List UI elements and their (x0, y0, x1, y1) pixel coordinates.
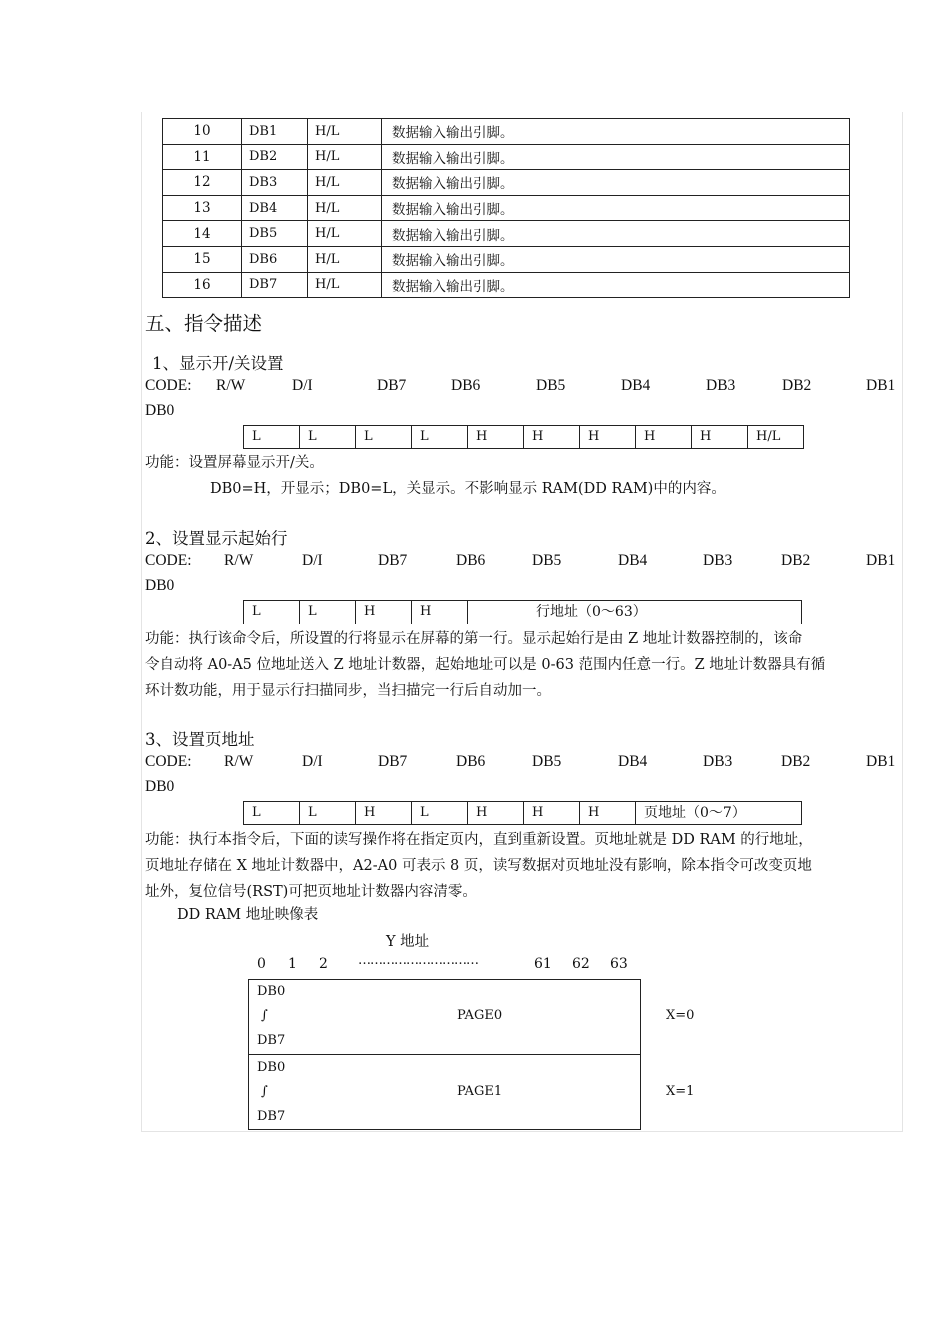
s3-bit-table (243, 801, 802, 825)
page0-integral: ∫ (261, 1008, 268, 1023)
pin-name: DB2 (242, 144, 308, 170)
ram-map (248, 979, 641, 1130)
pin-number: 10 (163, 119, 242, 145)
y-address-1: 1 (288, 956, 297, 972)
pin-row (163, 170, 850, 196)
db4-label: DB4 (618, 753, 648, 770)
s1-note: DB0=H，开显示；DB0=L，关显示。不影响显示 RAM(DD RAM)中的内容。 (210, 481, 726, 497)
section-title: 五、指令描述 (145, 312, 263, 335)
pin-row (163, 195, 850, 221)
db3-label: DB3 (703, 552, 733, 569)
db5-label: DB5 (532, 552, 562, 569)
y-address-dots: ………………………… (358, 953, 478, 968)
s1-function: 功能：设置屏幕显示开/关。 (145, 455, 324, 471)
pin-number: 13 (163, 195, 242, 221)
db2-label: DB2 (782, 377, 812, 394)
pin-level: H/L (308, 119, 382, 145)
db3-label: DB3 (706, 377, 736, 394)
pin-number: 14 (163, 221, 242, 247)
bit-cell: H (636, 426, 692, 448)
s3-title: 3、设置页地址 (145, 730, 255, 749)
s3-desc-2: 页地址存储在 X 地址计数器中，A2-A0 可表示 8 页，读写数据对页地址没有影响，除本指令可改变页地 (145, 858, 812, 874)
db5-label: DB5 (536, 377, 566, 394)
pin-level: H/L (308, 246, 382, 272)
page1-db0: DB0 (257, 1060, 286, 1075)
page0-x-address: X=0 (666, 1008, 695, 1023)
bit-cell: H (468, 426, 524, 448)
bit-cell: H (468, 802, 524, 824)
y-address-63: 63 (610, 956, 628, 972)
bit-cell: H (580, 802, 636, 824)
pin-row (163, 246, 850, 272)
bit-cell: H (524, 426, 580, 448)
bit-cell: L (300, 802, 356, 824)
bit-cell: H (412, 601, 468, 624)
db5-label: DB5 (532, 753, 562, 770)
s2-desc-2: 令自动将 A0-A5 位地址送入 Z 地址计数器，起始地址可以是 0-63 范围内任意一行。Z 地址计数器具有循 (145, 657, 826, 673)
page0-db7: DB7 (257, 1033, 286, 1048)
bit-cell: L (244, 802, 300, 824)
pin-description: 数据输入输出引脚。 (382, 119, 850, 145)
db6-label: DB6 (456, 552, 486, 569)
pin-description: 数据输入输出引脚。 (382, 195, 850, 221)
address-field-cell: 页地址（0～7） (636, 802, 802, 824)
pin-name: DB7 (242, 272, 308, 298)
bit-cell: L (300, 601, 356, 624)
pin-level: H/L (308, 195, 382, 221)
pin-description: 数据输入输出引脚。 (382, 272, 850, 298)
bit-cell: L (244, 601, 300, 624)
pin-level: H/L (308, 170, 382, 196)
page1-x-address: X=1 (666, 1084, 695, 1099)
pin-row (163, 144, 850, 170)
s2-bit-table (243, 600, 802, 624)
db1-label: DB1 (866, 377, 896, 394)
pin-number: 15 (163, 246, 242, 272)
di-label: D/I (292, 377, 313, 394)
bit-cell: L (412, 426, 468, 448)
db4-label: DB4 (621, 377, 651, 394)
bit-cell: H (356, 802, 412, 824)
y-address-0: 0 (257, 956, 266, 972)
pin-description: 数据输入输出引脚。 (382, 170, 850, 196)
s2-title: 2、设置显示起始行 (145, 529, 288, 548)
db7-label: DB7 (377, 377, 407, 394)
di-label: D/I (302, 552, 323, 569)
db6-label: DB6 (456, 753, 486, 770)
pin-name: DB1 (242, 119, 308, 145)
bit-cell: L (300, 426, 356, 448)
bit-cell: H (524, 802, 580, 824)
code-label: CODE: (145, 377, 192, 394)
db6-label: DB6 (451, 377, 481, 394)
rw-label: R/W (224, 552, 254, 569)
page0-db0: DB0 (257, 984, 286, 999)
y-address-62: 62 (572, 956, 590, 972)
db0-label: DB0 (145, 402, 175, 419)
db0-label: DB0 (145, 778, 175, 795)
pin-name: DB5 (242, 221, 308, 247)
pin-description: 数据输入输出引脚。 (382, 246, 850, 272)
page1-integral: ∫ (261, 1084, 268, 1099)
db1-label: DB1 (866, 552, 896, 569)
page1-label: PAGE1 (457, 1084, 503, 1099)
bit-cell: H (580, 426, 636, 448)
pin-row (163, 272, 850, 298)
pin-name: DB4 (242, 195, 308, 221)
bit-cell: L (356, 426, 412, 448)
pin-number: 16 (163, 272, 242, 298)
ram-map-title: DD RAM 地址映像表 (177, 907, 319, 923)
db2-label: DB2 (781, 552, 811, 569)
db4-label: DB4 (618, 552, 648, 569)
page1-db7: DB7 (257, 1109, 286, 1124)
y-address-61: 61 (534, 956, 552, 972)
rw-label: R/W (216, 377, 246, 394)
pin-table (162, 118, 850, 298)
db7-label: DB7 (378, 552, 408, 569)
pin-level: H/L (308, 272, 382, 298)
pin-description: 数据输入输出引脚。 (382, 221, 850, 247)
address-field-cell: 行地址（0～63） (468, 601, 802, 624)
code-label: CODE: (145, 753, 192, 770)
pin-number: 11 (163, 144, 242, 170)
s2-desc-1: 功能：执行该命令后，所设置的行将显示在屏幕的第一行。显示起始行是由 Z 地址计数器控制的，该命 (145, 631, 803, 647)
db7-label: DB7 (378, 753, 408, 770)
pin-level: H/L (308, 144, 382, 170)
pin-row (163, 119, 850, 145)
page-divider (249, 1054, 640, 1055)
s3-desc-3: 址外，复位信号(RST)可把页地址计数器内容清零。 (145, 884, 477, 900)
bit-cell: L (244, 426, 300, 448)
pin-number: 12 (163, 170, 242, 196)
di-label: D/I (302, 753, 323, 770)
bit-cell: H/L (748, 426, 804, 448)
db1-label: DB1 (866, 753, 896, 770)
bit-cell: L (412, 802, 468, 824)
s1-bit-table (243, 425, 804, 449)
db0-label: DB0 (145, 577, 175, 594)
y-address-label: Y 地址 (386, 934, 430, 950)
bit-cell: H (692, 426, 748, 448)
s3-desc-1: 功能：执行本指令后，下面的读写操作将在指定页内，直到重新设置。页地址就是 DD RAM 的行地址， (145, 832, 813, 848)
pin-row (163, 221, 850, 247)
pin-level: H/L (308, 221, 382, 247)
db2-label: DB2 (781, 753, 811, 770)
y-address-2: 2 (319, 956, 328, 972)
bit-cell: H (356, 601, 412, 624)
pin-description: 数据输入输出引脚。 (382, 144, 850, 170)
page0-label: PAGE0 (457, 1008, 503, 1023)
s2-desc-3: 环计数功能，用于显示行扫描同步，当扫描完一行后自动加一。 (145, 683, 551, 699)
s1-title: 1、显示开/关设置 (152, 354, 284, 373)
pin-name: DB6 (242, 246, 308, 272)
db3-label: DB3 (703, 753, 733, 770)
rw-label: R/W (224, 753, 254, 770)
pin-name: DB3 (242, 170, 308, 196)
code-label: CODE: (145, 552, 192, 569)
